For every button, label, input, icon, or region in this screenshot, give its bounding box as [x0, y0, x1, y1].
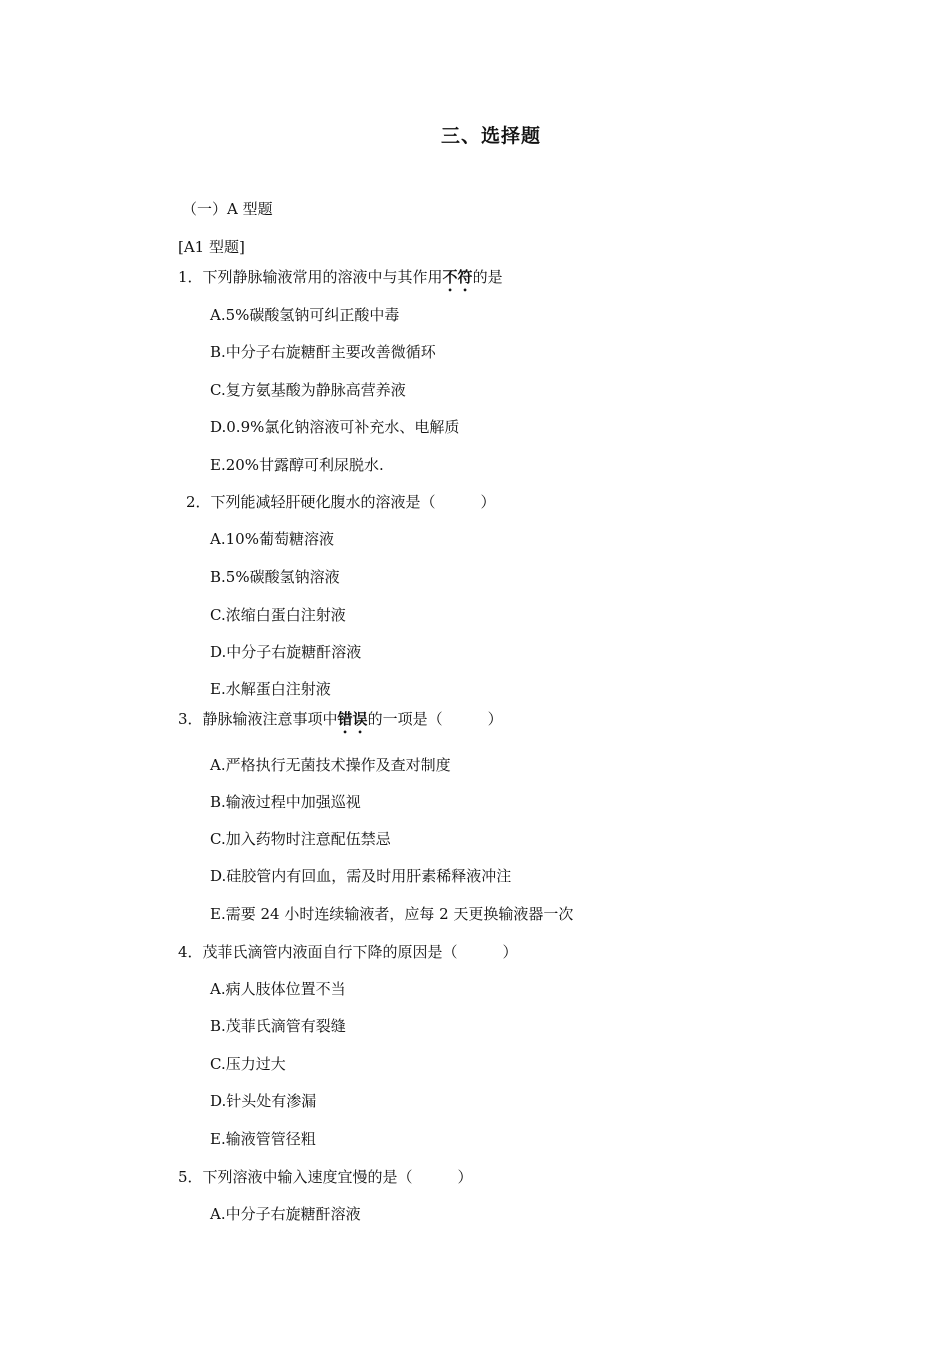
question-2-option-c: C.浓缩白蛋白注射液 [210, 606, 346, 624]
question-text: 3．静脉输液注意事项中 [178, 710, 338, 728]
question-1 [178, 267, 503, 295]
question-text-tail: 的一项是（ ） [367, 710, 503, 728]
question-text: 5．下列溶液中输入速度宜慢的是（ ） [178, 1168, 473, 1186]
question-4-option-c: C.压力过大 [210, 1055, 286, 1073]
question-5 [178, 1167, 473, 1187]
question-text-tail: 的是 [472, 268, 503, 286]
question-2-option-a: A.10%葡萄糖溶液 [210, 530, 334, 548]
question-1-option-b: B.中分子右旋糖酐主要改善微循环 [210, 343, 436, 361]
question-2 [186, 492, 496, 512]
page-title: 三、选择题 [440, 125, 541, 147]
subsection-heading: [A1 型题] [178, 238, 245, 256]
question-3-option-d: D.硅胶管内有回血，需及时用肝素稀释液冲注 [210, 867, 512, 885]
question-2-option-b: B.5%碳酸氢钠溶液 [210, 568, 340, 586]
question-4-option-d: D.针头处有渗漏 [210, 1092, 317, 1110]
question-2-option-d: D.中分子右旋糖酐溶液 [210, 643, 362, 661]
emphasized-word: 错误 [337, 710, 368, 728]
emphasized-word: 不符 [442, 268, 473, 286]
question-1-option-d: D.0.9%氯化钠溶液可补充水、电解质 [210, 418, 460, 436]
question-3-option-c: C.加入药物时注意配伍禁忌 [210, 830, 391, 848]
question-3-option-a: A.严格执行无菌技术操作及查对制度 [210, 756, 451, 774]
question-text: 2．下列能减轻肝硬化腹水的溶液是（ ） [186, 493, 496, 511]
question-2-option-e: E.水解蛋白注射液 [210, 680, 331, 698]
question-3-option-e: E.需要 24 小时连续输液者，应每 2 天更换输液器一次 [210, 905, 574, 923]
question-5-option-a: A.中分子右旋糖酐溶液 [210, 1205, 361, 1223]
section-heading: （一）A 型题 [182, 200, 273, 218]
question-3 [178, 709, 503, 737]
question-1-option-c: C.复方氨基酸为静脉高营养液 [210, 381, 406, 399]
question-4-option-b: B.茂菲氏滴管有裂缝 [210, 1017, 346, 1035]
question-4 [178, 942, 518, 962]
question-4-option-a: A.病人肢体位置不当 [210, 980, 346, 998]
question-1-option-a: A.5%碳酸氢钠可纠正酸中毒 [210, 306, 400, 324]
question-4-option-e: E.输液管管径粗 [210, 1130, 316, 1148]
question-1-option-e: E.20%甘露醇可利尿脱水. [210, 456, 384, 474]
question-text: 4．茂菲氏滴管内液面自行下降的原因是（ ） [178, 943, 518, 961]
question-3-option-b: B.输液过程中加强巡视 [210, 793, 361, 811]
question-text: 1．下列静脉输液常用的溶液中与其作用 [178, 268, 443, 286]
